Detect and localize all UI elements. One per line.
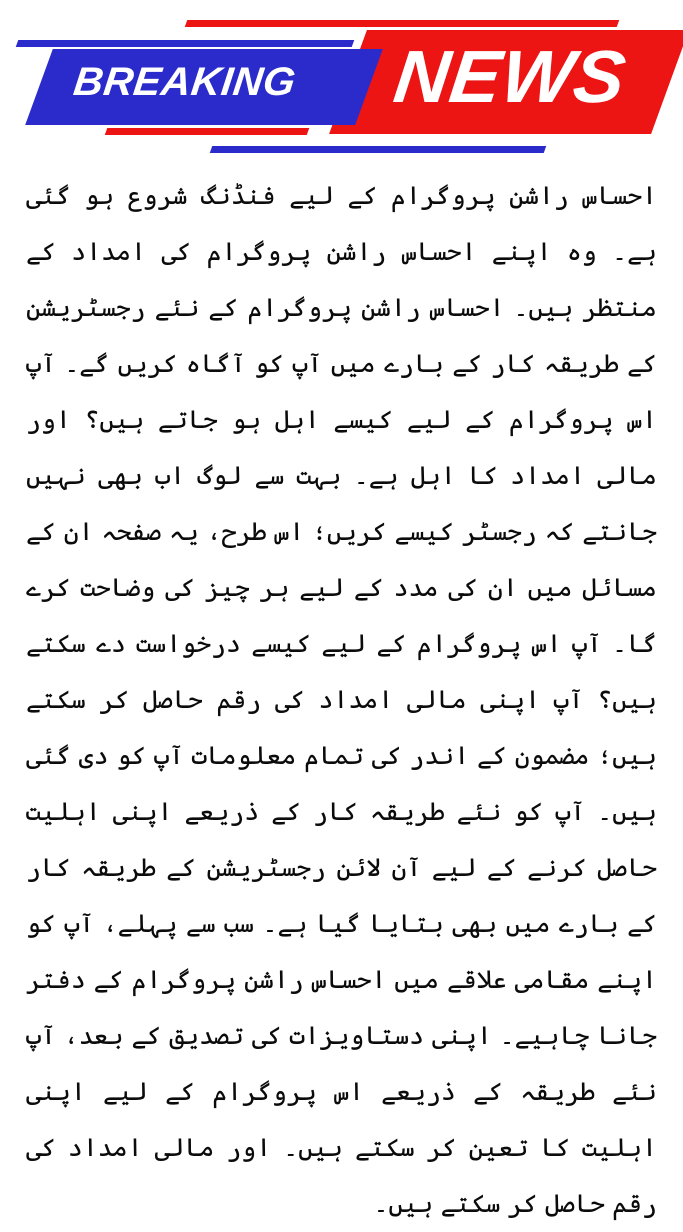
decorative-stripe-bottom-blue [210, 146, 547, 153]
breaking-news-banner [0, 0, 683, 160]
decorative-stripe-bottom-red [105, 128, 310, 135]
decorative-stripe-top-red [185, 20, 620, 27]
article-body-text: احساس راشن پروگرام کے لیے فنڈنگ شروع ہو گئی ہے۔ وہ اپنے احساس راشن پروگرام کی امداد کے منتظر ہیں۔ احساس راشن پروگرام کے نئے رجسٹریشن کے طریقہ کار کے بارے میں آپ کو آگاہ کریں گے۔ آپ اس پروگرام کے لیے کیسے اہل ہو جاتے ہیں؟ اور مالی امداد کا اہل ہے۔ بہت سے لوگ اب بھی نہیں جانتے کہ رجسٹر کیسے کریں؛ اس طرح، یہ صفحہ ان کے مسائل میں ان کی مدد کے لیے ہر چیز کی وضاحت کرے گا۔ آپ اس پروگرام کے لیے کیسے درخواست دے سکتے ہیں؟ آپ اپنی مالی امداد کی رقم حاصل کر سکتے ہیں؛ مضمون کے اندر کی تمام معلومات آپ کو دی گئی ہیں۔ آپ کو نئے طریقہ کار کے ذریعے اپنی اہلیت حاصل کرنے کے لیے آن لائن رجسٹریشن کے طریقہ کار کے بارے میں بھی بتایا گیا ہے۔ سب سے پہلے، آپ کو اپنے مقامی علاقے میں احساس راشن پروگرام کے دفتر جانا چاہیے۔ اپنی دستاویزات کی تصدیق کے بعد، آپ نئے طریقہ کے ذریعے اس پروگرام کے لیے اپنی اہلیت کا تعین کر سکتے ہیں۔ اور مالی امداد کی رقم حاصل کر سکتے ہیں۔ [26, 181, 657, 1218]
news-label: NEWS [389, 35, 631, 118]
article-container [0, 168, 683, 1218]
decorative-stripe-top-blue [16, 40, 355, 47]
breaking-label: BREAKING [71, 60, 299, 104]
